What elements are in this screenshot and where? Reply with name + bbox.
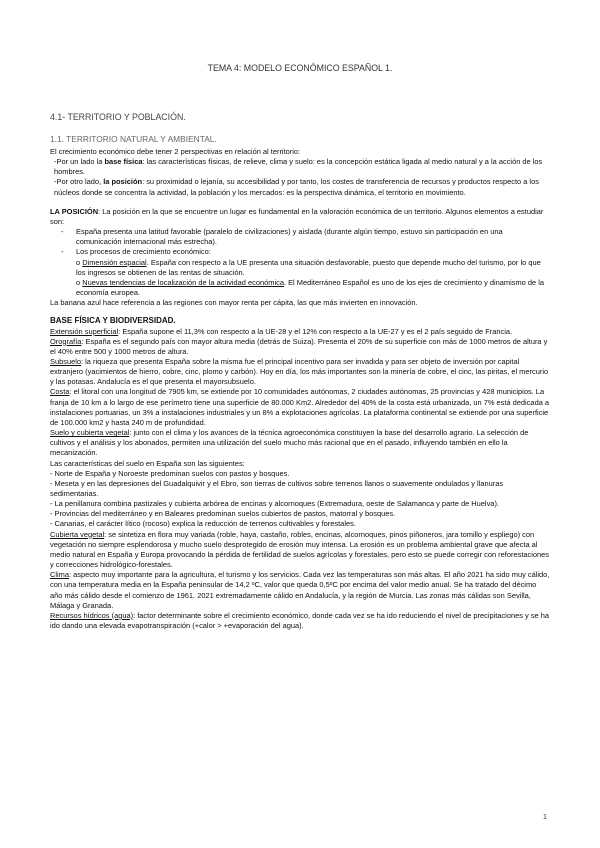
subsuelo-paragraph: Subsuelo: la riqueza que presenta España sobre la misma fue el principal incentivo para ser invadida y para ser objeto de inversión por capital extranjero (yacimientos de hierro, cobre, cinc, plomo y carbón). Hoy en día, los más importantes son la minería de cobre, el cinc, las piritas, el mercurio y las potasas. Andalucía es el que presenta el mayorsubsuelo. — [50, 356, 549, 387]
intro-paragraph: El crecimiento económico debe tener 2 perspectivas en relación al territorio: — [50, 147, 301, 156]
banana-paragraph: La banana azul hace referencia a las regiones con mayor renta per cápita, las que más invierten en innovación. — [50, 298, 418, 308]
list-item: - Canarias, el carácter lítico (rocoso) explica la reducción de terrenos cultivables y forestales. — [50, 519, 356, 529]
list-item: - Meseta y en las depresiones del Guadalquivir y el Ebro, son tierras de cultivos sobre terrenos llanos o suavemente ondulados y llanuras sedimentarias. — [50, 478, 504, 498]
document-title: TEMA 4: MODELO ECONÓMICO ESPAÑOL 1. — [207, 63, 393, 73]
posicion-paragraph: LA POSICIÓN: La posición en la que se encuentre un lugar es fundamental en la valoración económica de un territorio. Algunos elementos a estudiar son: — [50, 206, 544, 226]
extension-paragraph: Extensión superficial: España supone el 11,3% con respecto a la UE-28 y el 12% con respecto a la UE-27 y es el 2 país seguido de Francia. — [50, 326, 513, 336]
base-fisica-heading: BASE FÍSICA Y BIODIVERSIDAD. — [50, 316, 176, 326]
costa-paragraph: Costa: el litoral con una longitud de 7905 km, se extiende por 10 comunidades autónomas, 2 ciudades autónomas, 25 provincias y 428 municipios. La franja de 10 km a lo largo de ese perímetro tiene una superficie de 80.000 Km2. Alrededor del 40% de la costa está urbanizada, un 7% está dedicada a instalaciones portuarias, un 3% a instalaciones industriales y un 8% a explotaciones agrícolas. La plataforma continental se extiende por una superficie de 100.000 km2 y hasta 240 m de profundidad. — [50, 387, 550, 427]
clima-paragraph: Clima: aspecto muy importante para la agricultura, el turismo y los servicios. Cada vez las temperaturas son más altas. El año 2021 ha sido muy cálido, con una temperatura media en la España peninsular de 14,2 ºC, valor que queda 0,5ºC por encima del valor medio anual. Se ha tratado del décimo año más cálido desde el comienzo de 1961. 2021 extremadamente cálido en Andalucía, y la región de Murcia. Las zonas más cálidas son Sevilla, Málaga y Granada. — [50, 570, 550, 610]
list-item: - Los procesos de crecimiento económico: — [61, 247, 211, 257]
recursos-paragraph: Recursos hídricos (agua): factor determinante sobre el crecimiento económico, donde cada vez se ha ido reduciendo el nivel de precipitaciones y se ha ido dando una elevada evapotranspiración (+calor > +evaporación del agua). — [50, 610, 550, 631]
list-item: - España presenta una latitud favorable (paralelo de civilizaciones) y aislada (durante algún tiempo, estuvo sin participación en una comunicación internacional más estrecha). — [61, 227, 503, 247]
intro-posicion: -Por otro lado, la posición: su proximidad o lejanía, su accesibilidad y por tanto, los costes de transferencia de recursos y productos respecto a los núcleos donde se concentra la actividad, la población y los mercados: es la perspectiva dinámica, el territorio en movimiento. — [54, 177, 539, 197]
page-number: 1 — [543, 814, 547, 821]
suelo-paragraph: Suelo y cubierta vegetal: junto con el clima y los avances de la técnica agroeconómica constituyen la base del desarrollo agrario. La selección de cultivos y el análisis y los abonados, permiten una utilización del suelo mucho más racional que en el pasado, influyendo también en ello la mecanización. — [50, 428, 529, 458]
sub-list-item: o Dimensión espacial. España con respecto a la UE presenta una situación desfavorable, puesto que depende mucho del turismo, por lo que los ingresos se obtienen de las rentas de situación. — [76, 257, 541, 277]
caracteristicas-paragraph: Las características del suelo en España son las siguientes: — [50, 458, 245, 468]
subsection-heading: 1.1. TERRITORIO NATURAL Y AMBIENTAL. — [50, 134, 217, 144]
cubierta-paragraph: Cubierta vegetal: se sintetiza en flora muy variada (roble, haya, castaño, robles, encinas, alcornoques, pinos piñoneros, jara tomillo y espliego) con vegetación no siempre esplendorosa y mucho suelo desprotegido de erosión muy intensa. La erosión es un problema ambiental grave que afecta al medio natural en España y Europa provocando la pérdida de fertilidad de suelos agrícolas y forestales, pero esto se puede corregir con reforestaciones y correcciones hidrológico-forestales. — [50, 529, 550, 570]
section-heading: 4.1- TERRITORIO Y POBLACIÓN. — [50, 112, 186, 122]
document-body — [50, 147, 550, 631]
orografia-paragraph: Orografía: España es el segundo país con mayor altura media (detrás de Suiza). Presenta el 20% de su superficie con más de 1000 metros de altura y el 40% entre 500 y 1000 metros de altura. — [50, 336, 548, 356]
spacer — [50, 308, 550, 316]
list-item: - Norte de España y Noroeste predominan suelos con pastos y bosques. — [50, 468, 290, 478]
list-item: - Provincias del mediterráneo y en Baleares predominan suelos cubiertos de pastos, matorral y bosques. — [50, 509, 396, 519]
sub-list-item: o Nuevas tendencias de localización de la actividad económica. El Mediterráneo Español es uno de los ejes de crecimiento y dinamismo de la economía europea. — [76, 277, 545, 298]
intro-base-fisica: -Por un lado la base física: las características físicas, de relieve, clima y suelo: es la concepción estática ligada al medio natural y a la acción de los hombres. — [54, 157, 543, 177]
list-item: - La penillanura combina pastizales y cubierta arbórea de encinas y alcornoques (Extremadura, oeste de Salamanca y parte de Huelva). — [50, 499, 499, 509]
spacer — [50, 198, 550, 207]
